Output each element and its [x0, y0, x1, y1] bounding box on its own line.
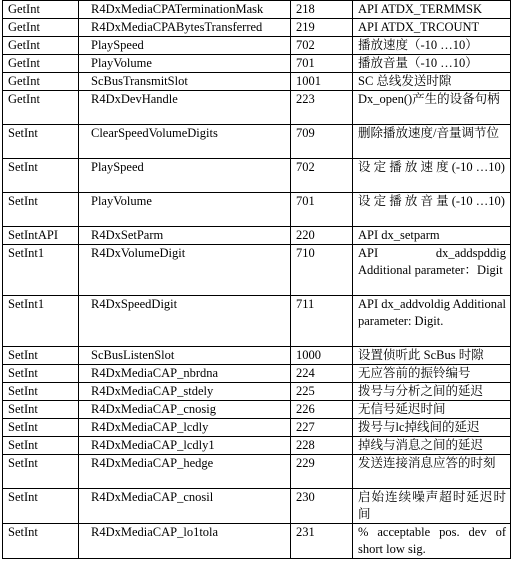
- table-row: [3, 296, 511, 347]
- cell-name: PlaySpeed: [79, 37, 291, 55]
- cell-id: 218: [291, 1, 353, 19]
- cell-method: SetIntAPI: [3, 227, 79, 245]
- cell-name: R4DxMediaCAP_cnosil: [79, 489, 291, 524]
- cell-description: API ATDX_TRCOUNT: [353, 19, 511, 37]
- cell-id: 701: [291, 193, 353, 227]
- cell-id: 230: [291, 489, 353, 524]
- cell-name: ClearSpeedVolumeDigits: [79, 125, 291, 159]
- cell-description: 拨号与分析之间的延迟: [353, 383, 511, 401]
- cell-description: 播放音量（-10 …10）: [353, 55, 511, 73]
- table-row: [3, 73, 511, 91]
- cell-id: 710: [291, 245, 353, 296]
- table-row: [3, 159, 511, 193]
- cell-id: 220: [291, 227, 353, 245]
- cell-description: API ATDX_TERMMSK: [353, 1, 511, 19]
- cell-name: R4DxMediaCPABytesTransferred: [79, 19, 291, 37]
- cell-id: 702: [291, 37, 353, 55]
- cell-name: PlayVolume: [79, 55, 291, 73]
- cell-method: SetInt: [3, 125, 79, 159]
- table-row: [3, 419, 511, 437]
- table-row: [3, 1, 511, 19]
- cell-description: SC 总线发送时隙: [353, 73, 511, 91]
- cell-description: API dx_addspddig Additional parameter：Digit: [353, 245, 511, 296]
- cell-method: SetInt: [3, 489, 79, 524]
- table-row: [3, 227, 511, 245]
- cell-id: 231: [291, 524, 353, 559]
- cell-description: 掉线与消息之间的延迟: [353, 437, 511, 455]
- cell-name: PlayVolume: [79, 193, 291, 227]
- cell-id: 219: [291, 19, 353, 37]
- cell-id: 224: [291, 365, 353, 383]
- cell-description: 设 定 播 放 音 量 (-10 …10): [353, 193, 511, 227]
- cell-name: ScBusListenSlot: [79, 347, 291, 365]
- cell-name: R4DxMediaCPATerminationMask: [79, 1, 291, 19]
- cell-id: 228: [291, 437, 353, 455]
- cell-method: SetInt: [3, 455, 79, 489]
- cell-id: 711: [291, 296, 353, 347]
- cell-method: SetInt: [3, 437, 79, 455]
- table-row: [3, 19, 511, 37]
- cell-name: R4DxMediaCAP_lcdly1: [79, 437, 291, 455]
- cell-description: 设 定 播 放 速 度 (-10 …10): [353, 159, 511, 193]
- cell-id: 223: [291, 91, 353, 125]
- cell-id: 1000: [291, 347, 353, 365]
- cell-name: R4DxMediaCAP_stdely: [79, 383, 291, 401]
- cell-method: SetInt: [3, 193, 79, 227]
- table-row: [3, 365, 511, 383]
- table-row: [3, 245, 511, 296]
- cell-name: R4DxMediaCAP_lo1tola: [79, 524, 291, 559]
- cell-method: GetInt: [3, 91, 79, 125]
- table-row: [3, 37, 511, 55]
- cell-name: R4DxMediaCAP_lcdly: [79, 419, 291, 437]
- cell-name: R4DxMediaCAP_hedge: [79, 455, 291, 489]
- api-parameter-table: [2, 0, 511, 559]
- cell-id: 702: [291, 159, 353, 193]
- cell-method: SetInt: [3, 401, 79, 419]
- table-row: [3, 347, 511, 365]
- cell-name: ScBusTransmitSlot: [79, 73, 291, 91]
- cell-description: 设置侦听此 ScBus 时隙: [353, 347, 511, 365]
- cell-description: 无信号延迟时间: [353, 401, 511, 419]
- cell-method: GetInt: [3, 37, 79, 55]
- cell-method: SetInt: [3, 347, 79, 365]
- cell-method: GetInt: [3, 1, 79, 19]
- cell-method: SetInt: [3, 365, 79, 383]
- cell-description: API dx_setparm: [353, 227, 511, 245]
- cell-method: SetInt: [3, 383, 79, 401]
- table-row: [3, 401, 511, 419]
- cell-name: R4DxDevHandle: [79, 91, 291, 125]
- cell-description: % acceptable pos. dev of short low sig.: [353, 524, 511, 559]
- cell-name: R4DxVolumeDigit: [79, 245, 291, 296]
- table-row: [3, 489, 511, 524]
- cell-id: 227: [291, 419, 353, 437]
- cell-description: 无应答前的振铃编号: [353, 365, 511, 383]
- cell-description: API dx_addvoldig Additional parameter: Digit.: [353, 296, 511, 347]
- cell-method: GetInt: [3, 19, 79, 37]
- cell-method: SetInt1: [3, 245, 79, 296]
- cell-method: SetInt: [3, 524, 79, 559]
- cell-description: 启始连续噪声超时延迟时间: [353, 489, 511, 524]
- table-row: [3, 55, 511, 73]
- cell-id: 226: [291, 401, 353, 419]
- cell-id: 709: [291, 125, 353, 159]
- cell-method: GetInt: [3, 73, 79, 91]
- table-row: [3, 524, 511, 559]
- table-row: [3, 125, 511, 159]
- cell-description: 发送连接消息应答的时刻: [353, 455, 511, 489]
- cell-description: Dx_open()产生的设备句柄: [353, 91, 511, 125]
- cell-method: SetInt: [3, 159, 79, 193]
- table-row: [3, 91, 511, 125]
- cell-method: GetInt: [3, 55, 79, 73]
- cell-id: 701: [291, 55, 353, 73]
- cell-description: 拨号与lc掉线间的延迟: [353, 419, 511, 437]
- cell-name: R4DxSpeedDigit: [79, 296, 291, 347]
- table-row: [3, 193, 511, 227]
- cell-name: R4DxMediaCAP_cnosig: [79, 401, 291, 419]
- cell-id: 229: [291, 455, 353, 489]
- cell-name: R4DxMediaCAP_nbrdna: [79, 365, 291, 383]
- cell-description: 播放速度（-10 …10）: [353, 37, 511, 55]
- cell-name: PlaySpeed: [79, 159, 291, 193]
- cell-id: 1001: [291, 73, 353, 91]
- table-row: [3, 383, 511, 401]
- table-row: [3, 455, 511, 489]
- cell-description: 删除播放速度/音量调节位: [353, 125, 511, 159]
- cell-name: R4DxSetParm: [79, 227, 291, 245]
- table-row: [3, 437, 511, 455]
- cell-method: SetInt1: [3, 296, 79, 347]
- table-body: [3, 1, 511, 559]
- cell-method: SetInt: [3, 419, 79, 437]
- cell-id: 225: [291, 383, 353, 401]
